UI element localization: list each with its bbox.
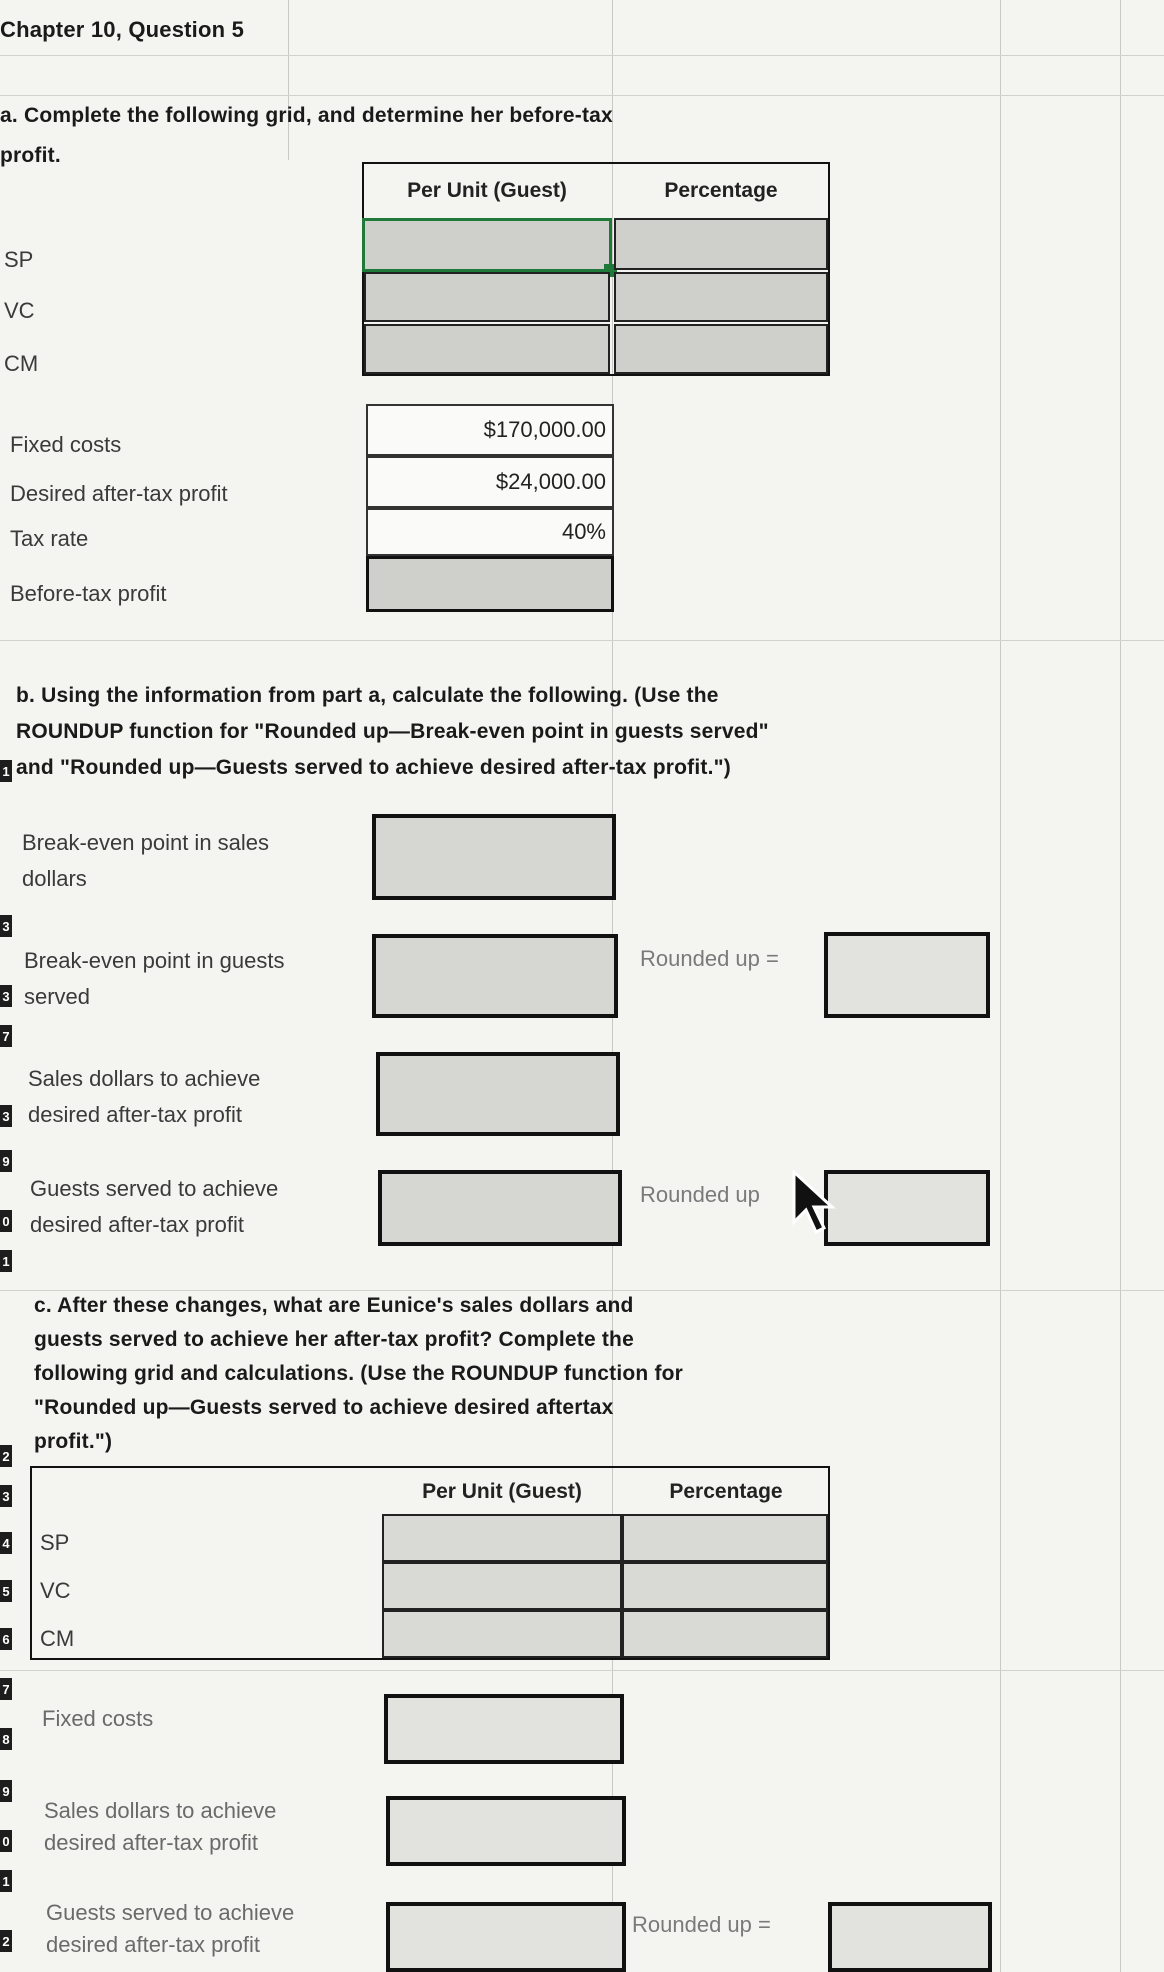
fixed-costs-value[interactable]: $170,000.00: [366, 404, 614, 456]
be-guests-rounded-label: Rounded up =: [640, 946, 779, 971]
grid-row-line: [0, 1670, 1164, 1671]
row-number[interactable]: 5: [0, 1580, 12, 1602]
sales-target-label-line1: Sales dollars to achieve: [28, 1066, 261, 1091]
vc-per-unit-cell-c[interactable]: [382, 1562, 622, 1610]
part-c-heading-line2: guests served to achieve her after-tax profit? Complete the: [34, 1328, 634, 1351]
row-number[interactable]: 0: [0, 1210, 12, 1232]
sales-target-label-line2: desired after-tax profit: [28, 1102, 242, 1127]
part-c-heading-line5: profit."): [34, 1430, 113, 1453]
guests-target-cell-c[interactable]: [386, 1902, 626, 1972]
tax-rate-value[interactable]: 40%: [366, 508, 614, 556]
tax-rate-label: Tax rate: [10, 526, 89, 551]
row-label-cm: CM: [4, 351, 39, 376]
vc-percentage-cell[interactable]: [614, 272, 828, 322]
row-label-vc-c: VC: [40, 1578, 71, 1603]
cm-percentage-cell-c[interactable]: [622, 1610, 828, 1658]
row-number[interactable]: 7: [0, 1025, 12, 1047]
sales-target-label-line1-c: Sales dollars to achieve: [44, 1798, 277, 1823]
cm-per-unit-cell-c[interactable]: [382, 1610, 622, 1658]
guests-target-label-line2: desired after-tax profit: [30, 1212, 244, 1237]
col-header-per-unit: Per Unit (Guest): [407, 179, 567, 202]
guests-target-label-line2-c: desired after-tax profit: [46, 1932, 260, 1957]
part-b-heading-line1: b. Using the information from part a, calculate the following. (Use the: [16, 684, 719, 707]
row-label-sp: SP: [4, 247, 34, 272]
cm-per-unit-cell[interactable]: [364, 324, 610, 374]
be-sales-cell[interactable]: [372, 814, 616, 900]
row-number[interactable]: 1: [0, 760, 12, 782]
row-label-sp-c: SP: [40, 1530, 70, 1555]
grid-col-line: [288, 0, 289, 160]
guests-target-rounded-cell-c[interactable]: [828, 1902, 992, 1972]
row-number[interactable]: 2: [0, 1930, 12, 1952]
row-number[interactable]: 9: [0, 1150, 12, 1172]
desired-profit-value[interactable]: $24,000.00: [366, 456, 614, 508]
sales-target-cell-c[interactable]: [386, 1796, 626, 1866]
row-number[interactable]: 9: [0, 1780, 12, 1802]
fixed-costs-label-c: Fixed costs: [42, 1706, 154, 1731]
be-guests-label-line2: served: [24, 984, 91, 1009]
part-a-heading-line1: a. Complete the following grid, and determine her before-tax: [0, 104, 613, 127]
part-c-heading-line3: following grid and calculations. (Use the ROUNDUP function for: [34, 1362, 684, 1385]
desired-profit-label: Desired after-tax profit: [10, 481, 228, 506]
be-sales-label-line1: Break-even point in sales: [22, 830, 270, 855]
sp-percentage-cell-c[interactable]: [622, 1514, 828, 1562]
page-title: Chapter 10, Question 5: [0, 17, 245, 42]
row-number[interactable]: 1: [0, 1250, 12, 1272]
row-number[interactable]: 3: [0, 985, 12, 1007]
sp-percentage-cell[interactable]: [614, 218, 828, 270]
grid-row-line: [0, 640, 1164, 641]
guests-target-cell[interactable]: [378, 1170, 622, 1246]
guests-target-rounded-cell[interactable]: [824, 1170, 990, 1246]
grid-col-line: [1120, 0, 1121, 1972]
sp-per-unit-cell-c[interactable]: [382, 1514, 622, 1562]
be-guests-rounded-cell[interactable]: [824, 932, 990, 1018]
cm-percentage-cell[interactable]: [614, 324, 828, 374]
guests-target-label-line1: Guests served to achieve: [30, 1176, 279, 1201]
row-number[interactable]: 2: [0, 1445, 12, 1467]
part-c-heading-line1: c. After these changes, what are Eunice's sales dollars and: [34, 1294, 634, 1317]
row-number[interactable]: 6: [0, 1628, 12, 1650]
fixed-costs-label: Fixed costs: [10, 432, 122, 457]
mouse-pointer-icon: [790, 1170, 838, 1236]
guests-target-rounded-label: Rounded up: [640, 1182, 760, 1207]
part-a-heading-line2: profit.: [0, 144, 61, 167]
before-tax-cell[interactable]: [366, 556, 614, 612]
part-b-heading-line3: and "Rounded up—Guests served to achieve desired after-tax profit."): [16, 756, 731, 779]
grid-row-line: [0, 55, 1164, 56]
before-tax-label: Before-tax profit: [10, 581, 167, 606]
vc-per-unit-cell[interactable]: [364, 272, 610, 322]
row-label-cm-c: CM: [40, 1626, 75, 1651]
row-number[interactable]: 1: [0, 1870, 12, 1892]
grid-col-line: [1000, 0, 1001, 1972]
be-guests-cell[interactable]: [372, 934, 618, 1018]
sales-target-label-line2-c: desired after-tax profit: [44, 1830, 258, 1855]
guests-target-label-line1-c: Guests served to achieve: [46, 1900, 295, 1925]
part-c-heading-line4: "Rounded up—Guests served to achieve desired aftertax: [34, 1396, 614, 1419]
col-header-percentage: Percentage: [664, 179, 778, 202]
guests-target-rounded-label-c: Rounded up =: [632, 1912, 771, 1937]
be-sales-label-line2: dollars: [22, 866, 87, 891]
col-header-percentage-c: Percentage: [669, 1480, 783, 1503]
grid-row-line: [0, 95, 1164, 96]
row-number[interactable]: 8: [0, 1728, 12, 1750]
row-number[interactable]: 3: [0, 1485, 12, 1507]
row-number[interactable]: 3: [0, 1105, 12, 1127]
sp-per-unit-cell[interactable]: [362, 218, 612, 272]
row-number[interactable]: 4: [0, 1532, 12, 1554]
row-number[interactable]: 7: [0, 1678, 12, 1700]
row-label-vc: VC: [4, 298, 35, 323]
vc-percentage-cell-c[interactable]: [622, 1562, 828, 1610]
row-number[interactable]: 3: [0, 915, 12, 937]
row-number[interactable]: 0: [0, 1830, 12, 1852]
be-guests-label-line1: Break-even point in guests: [24, 948, 285, 973]
col-header-per-unit-c: Per Unit (Guest): [422, 1480, 582, 1503]
part-b-heading-line2: ROUNDUP function for "Rounded up—Break-even point in guests served": [16, 720, 769, 743]
fixed-costs-cell-c[interactable]: [384, 1694, 624, 1764]
sales-target-cell[interactable]: [376, 1052, 620, 1136]
